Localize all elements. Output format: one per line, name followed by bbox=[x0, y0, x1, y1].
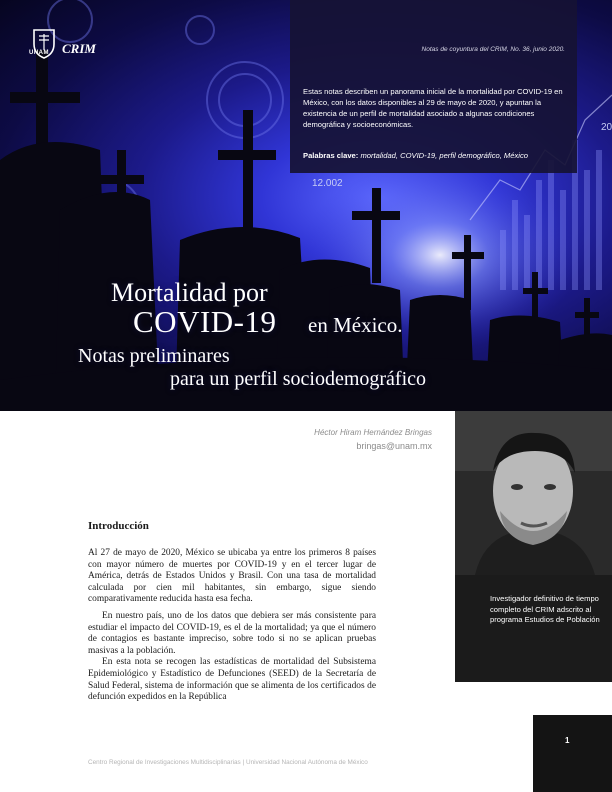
crim-logo: CRIM bbox=[62, 41, 96, 56]
paragraph: Al 27 de mayo de 2020, México se ubicaba ya entre los primeros 8 países con mayor número de muertes por COVID-19 y en el tercer lugar de América, detrás de Estados Unidos y Brasil. Con una tasa de mortalidad calculada por cien mil habitantes, sin embargo, sigue siendo comparativamente reducida hasta esa fecha. bbox=[88, 548, 376, 605]
abstract-text: Estas notas describen un panorama inicial de la mortalidad por COVID-19 en México, con los datos disponibles al 29 de mayo de 2020, y apuntan la existencia de un perfil de mortalidad asociado a algunas condiciones demográfica y socioeconómicas. bbox=[303, 87, 563, 129]
unam-label: UNAM bbox=[29, 50, 49, 56]
author-email[interactable]: bringas@unam.mx bbox=[356, 441, 432, 451]
keywords-list: mortalidad, COVID-19, perfil demográfico, México bbox=[360, 151, 528, 160]
chart-number: 20 bbox=[601, 122, 612, 133]
abstract-box bbox=[290, 0, 577, 173]
body-text bbox=[88, 548, 376, 704]
subtitle-line-2: para un perfil sociodemográfico bbox=[170, 368, 427, 390]
title-mexico: en México. bbox=[308, 313, 403, 337]
author-bio-box bbox=[455, 575, 612, 682]
author-photo bbox=[455, 411, 612, 575]
keywords bbox=[303, 151, 571, 160]
subtitle-line-1: Notas preliminares bbox=[78, 345, 230, 367]
title-line-1: Mortalidad por bbox=[111, 278, 268, 307]
paragraph: En esta nota se recogen las estadísticas de mortalidad del Subsistema Epidemiológico y Estadístico de Defunciones (SEED) de la Secretaría de Salud Federal, sistema de información que se alimenta de los certificados de defunción expedidos en la República bbox=[88, 657, 376, 703]
title-covid: COVID-19 bbox=[133, 304, 277, 339]
author-portrait-icon bbox=[455, 411, 612, 575]
chart-number: 12.002 bbox=[312, 178, 343, 189]
footer-institution: Centro Regional de Investigaciones Multidisciplinarias | Universidad Nacional Autónoma de México bbox=[88, 759, 368, 766]
author-bio: Investigador definitivo de tiempo completo del CRIM adscrito al programa Estudios de Población bbox=[490, 594, 600, 624]
author-name: Héctor Hiram Hernández Bringas bbox=[314, 428, 432, 437]
page-number: 1 bbox=[565, 736, 570, 745]
page-number-box bbox=[533, 715, 612, 792]
paragraph: En nuestro país, uno de los datos que debiera ser más consistente para estudiar el impacto del COVID-19, es el de la mortalidad; ya que el número de contagios es bastante impreciso, sobre todo si no se aplican pruebas masivas a la población. bbox=[88, 610, 376, 656]
section-title: Introducción bbox=[88, 520, 149, 532]
series-note: Notas de coyuntura del CRIM, No. 36, junio 2020. bbox=[421, 46, 565, 53]
keywords-label: Palabras clave: bbox=[303, 151, 359, 160]
